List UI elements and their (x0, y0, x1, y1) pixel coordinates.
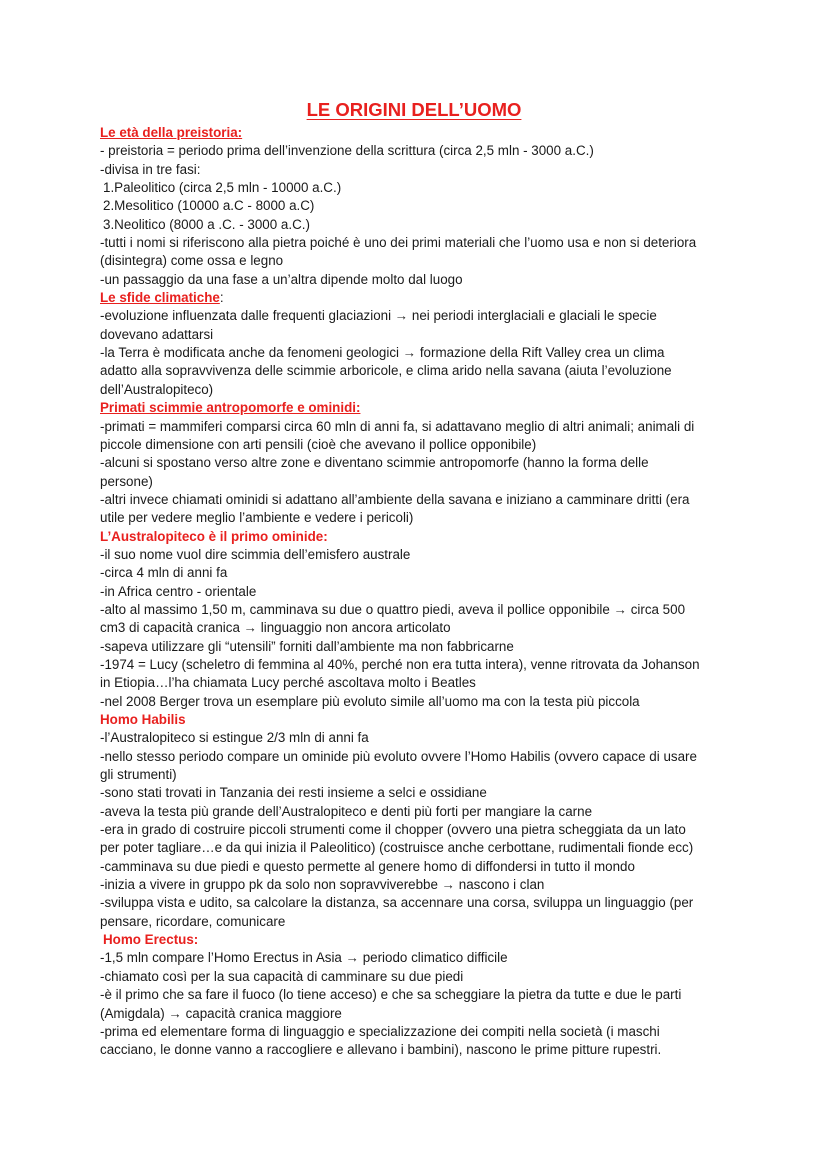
text-line: -è il primo che sa fare il fuoco (lo tiene acceso) e che sa scheggiare la pietra da tutte e due le parti (100, 987, 682, 1003)
text-line: -alto al massimo 1,50 m, camminava su due o quattro piedi, aveva il pollice opponibile → circa 500 (100, 601, 686, 617)
text-line: dell’Australopiteco) (100, 381, 214, 397)
section-heading-preistoria: Le età della preistoria: (100, 125, 243, 140)
section-heading-australopiteco: L’Australopiteco è il primo ominide: (100, 528, 328, 544)
page-title: LE ORIGINI DELL’UOMO (306, 99, 522, 120)
text-line: -nel 2008 Berger trova un esemplare più evoluto simile all’uomo ma con la testa più piccola (100, 693, 640, 709)
text-line: -nello stesso periodo compare un ominide più evoluto ovvere l’Homo Habilis (ovvero capace di usare (100, 748, 697, 764)
text-line: utile per vedere meglio l’ambiente e vedere i pericoli) (100, 510, 414, 526)
text-line: -divisa in tre fasi: (100, 161, 201, 177)
text-line: adatto alla sopravvivenza delle scimmie arboricole, e clima arido nella savana (aiuta l’evoluzione (100, 363, 672, 379)
list-item: 2.Mesolitico (10000 a.C - 8000 a.C) (103, 198, 315, 214)
text-line: -evoluzione influenzata dalle frequenti glaciazioni → nei periodi interglaciali e glaciali le specie (100, 308, 657, 324)
text-line: -il suo nome vuol dire scimmia dell’emisfero australe (100, 546, 411, 562)
text-line: in Etiopia…l’ha chiamata Lucy perché ascoltava molto i Beatles (100, 675, 476, 691)
text-line: persone) (100, 473, 153, 489)
text-line: - preistoria = periodo prima dell’invenzione della scrittura (circa 2,5 mln - 3000 a.C.) (100, 143, 594, 159)
text-line: -la Terra è modificata anche da fenomeni geologici → formazione della Rift Valley crea un clima (100, 345, 665, 361)
text-line: gli strumenti) (100, 767, 177, 783)
text-line: -sviluppa vista e udito, sa calcolare la distanza, sa accennare una corsa, sviluppa un linguaggio (per (100, 895, 694, 911)
text-line: -circa 4 mln di anni fa (100, 565, 228, 581)
section-heading-homo-erectus: Homo Erectus: (103, 932, 199, 948)
text-line: dovevano adattarsi (100, 326, 214, 342)
text-line: -era in grado di costruire piccoli strumenti come il chopper (ovvero una pietra scheggiata da un lato (100, 822, 686, 838)
text-line: -in Africa centro - orientale (100, 583, 257, 599)
text-line: -primati = mammiferi comparsi circa 60 mln di anni fa, si adattavano meglio di altri animali; animali di (100, 418, 695, 434)
text-line: piccole dimensione con arti pensili (cioè che avevano il pollice opponibile) (100, 436, 537, 452)
text-line: -l’Australopiteco si estingue 2/3 mln di anni fa (100, 730, 369, 746)
heading-colon: : (219, 290, 224, 306)
text-line: -1,5 mln compare l’Homo Erectus in Asia → periodo climatico difficile (100, 950, 508, 966)
text-line: -sono stati trovati in Tanzania dei resti insieme a selci e ossidiane (100, 785, 487, 801)
text-line: pensare, ricordare, comunicare (100, 913, 286, 929)
text-line: -prima ed elementare forma di linguaggio e specializzazione dei compiti nella società (i maschi (100, 1023, 660, 1039)
text-line: (Amigdala) → capacità cranica maggiore (100, 1005, 342, 1021)
text-line: -tutti i nomi si riferiscono alla pietra poiché è uno dei primi materiali che l’uomo usa e non si deteriora (100, 235, 697, 251)
text-line: per poter tagliare…e da qui inizia il Paleolitico) (costruisce anche cerbottane, rudimentali fionde ecc) (100, 840, 694, 856)
document-body (100, 124, 740, 1060)
section-heading-sfide-climatiche: Le sfide climatiche (100, 290, 220, 306)
text-line: -sapeva utilizzare gli “utensili” forniti dall’ambiente ma non fabbricarne (100, 638, 514, 654)
section-heading-homo-habilis: Homo Habilis (100, 712, 186, 727)
text-line: cacciano, le donne vanno a raccogliere e allevano i bambini), nascono le prime pitture rupestri. (100, 1042, 662, 1058)
section-heading-primati: Primati scimmie antropomorfe e ominidi: (100, 400, 361, 416)
text-line: -altri invece chiamati ominidi si adattano all’ambiente della savana e iniziano a camminare dritti (era (100, 491, 690, 507)
list-item: 3.Neolitico (8000 a .C. - 3000 a.C.) (103, 216, 310, 232)
text-line: -aveva la testa più grande dell’Australopiteco e denti più forti per mangiare la carne (100, 803, 593, 819)
text-line: -un passaggio da una fase a un’altra dipende molto dal luogo (100, 271, 463, 287)
text-line: -inizia a vivere in gruppo pk da solo non sopravviverebbe → nascono i clan (100, 877, 545, 893)
text-line: -camminava su due piedi e questo permette al genere homo di diffondersi in tutto il mondo (100, 858, 635, 874)
text-line: -alcuni si spostano verso altre zone e diventano scimmie antropomorfe (hanno la forma delle (100, 455, 649, 471)
section-heading-row (100, 289, 740, 307)
list-item: 1.Paleolitico (circa 2,5 mln - 10000 a.C.) (103, 180, 342, 196)
text-line: -chiamato così per la sua capacità di camminare su due piedi (100, 968, 464, 984)
text-line: -1974 = Lucy (scheletro di femmina al 40%, perché non era tutta intera), venne ritrovata da Johanson (100, 656, 700, 672)
text-line: (disintegra) come ossa e legno (100, 253, 284, 269)
text-line: cm3 di capacità cranica → linguaggio non ancora articolato (100, 620, 451, 636)
